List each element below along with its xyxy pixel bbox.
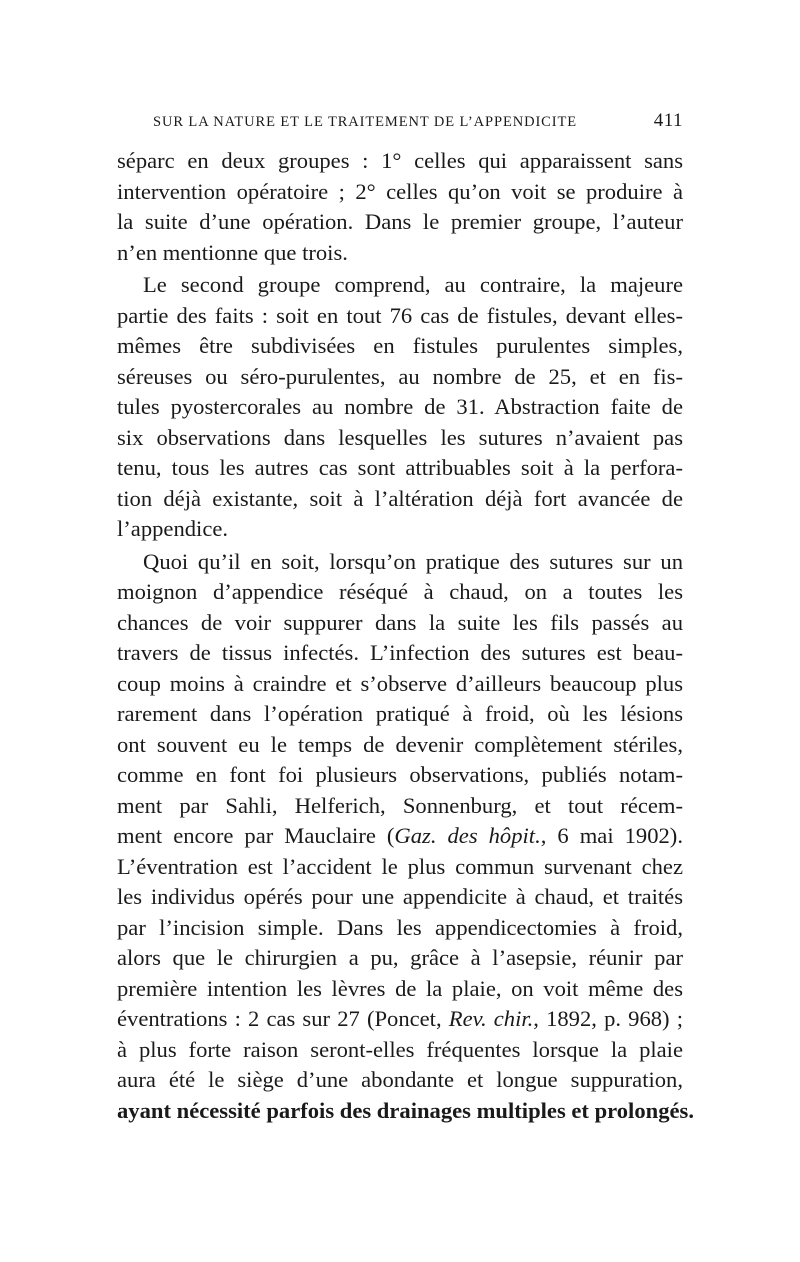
text-line: intervention opératoire ; 2° celles qu’on voit se produire à <box>117 178 683 204</box>
citation-line <box>117 1004 683 1035</box>
running-title: SUR LA NATURE ET LE TRAITEMENT DE L’APPENDICITE <box>153 114 577 130</box>
paragraph <box>117 270 683 545</box>
text-line: ayant nécessité parfois des drainages multiples et prolongés. <box>117 1097 694 1123</box>
text-line: tules pyostercorales au nombre de 31. Abstraction faite de <box>117 394 683 419</box>
paragraph <box>117 547 683 852</box>
text-line: coup moins à craindre et s’observe d’ailleurs beaucoup plus <box>117 670 683 696</box>
text-line: tion déjà existante, soit à l’altération déjà fort avancée de <box>117 485 683 511</box>
text-line: mêmes être subdivisées en fistules purulentes simples, <box>117 333 683 358</box>
text-line: moignon d’appendice réséqué à chaud, on a toutes les <box>117 579 683 604</box>
citation-line <box>117 821 683 852</box>
text-line: séreuses ou séro-purulentes, au nombre de 25, et en fis- <box>117 363 683 389</box>
paragraph <box>117 852 694 1127</box>
text-line: comme en font foi plusieurs observations, publiés notam- <box>117 762 683 787</box>
text-line: n’en mentionne que trois. <box>117 239 348 265</box>
text-line: première intention les lèvres de la plaie, on voit même des <box>117 975 683 1001</box>
text-line: la suite d’une opération. Dans le premier groupe, l’auteur <box>117 209 683 234</box>
journal-title: Gaz. des hôpit. <box>394 823 541 848</box>
text-line: séparc en deux groupes : 1° celles qui apparaissent sans <box>117 148 683 173</box>
book-page <box>117 110 694 1126</box>
page-number: 411 <box>653 110 683 131</box>
journal-title: Rev. chir. <box>448 1006 534 1031</box>
text-line: partie des faits : soit en tout 76 cas de fistules, devant elles- <box>117 302 683 328</box>
text-fragment: éventrations : 2 cas sur 27 (Poncet, <box>117 1006 449 1031</box>
text-line: les individus opérés pour une appendicite à chaud, et traités <box>117 884 683 909</box>
text-line: l’appendice. <box>117 516 229 541</box>
text-line: par l’incision simple. Dans les appendicectomies à froid, <box>117 914 683 940</box>
text-line: L’éventration est l’accident le plus commun survenant chez <box>117 853 683 879</box>
text-line: ont souvent eu le temps de devenir complètement stériles, <box>117 731 683 757</box>
text-line: tenu, tous les autres cas sont attribuables soit à la perfora- <box>117 455 683 480</box>
text-fragment: , 6 mai 1902). <box>540 823 683 848</box>
text-line: Quoi qu’il en soit, lorsqu’on pratique des sutures sur un <box>143 548 683 574</box>
text-line: chances de voir suppurer dans la suite les fils passés au <box>117 609 683 635</box>
text-line: aura été le siège d’une abondante et longue suppuration, <box>117 1067 683 1092</box>
body-text <box>117 146 694 1126</box>
text-fragment: ment encore par Mauclaire ( <box>117 823 395 848</box>
running-head <box>153 110 683 146</box>
paragraph <box>117 146 683 268</box>
text-line: à plus forte raison seront-elles fréquentes lorsque la plaie <box>117 1036 683 1062</box>
text-line: Le second groupe comprend, au contraire, la majeure <box>143 272 683 297</box>
text-line: alors que le chirurgien a pu, grâce à l’asepsie, réunir par <box>117 945 683 970</box>
text-line: rarement dans l’opération pratiqué à froid, où les lésions <box>117 701 683 726</box>
text-fragment: , 1892, p. 968) ; <box>533 1006 683 1031</box>
text-line: ment par Sahli, Helferich, Sonnenburg, et tout récem- <box>117 792 683 818</box>
text-line: six observations dans lesquelles les sutures n’avaient pas <box>117 424 683 450</box>
text-line: travers de tissus infectés. L’infection des sutures est beau- <box>117 640 683 665</box>
